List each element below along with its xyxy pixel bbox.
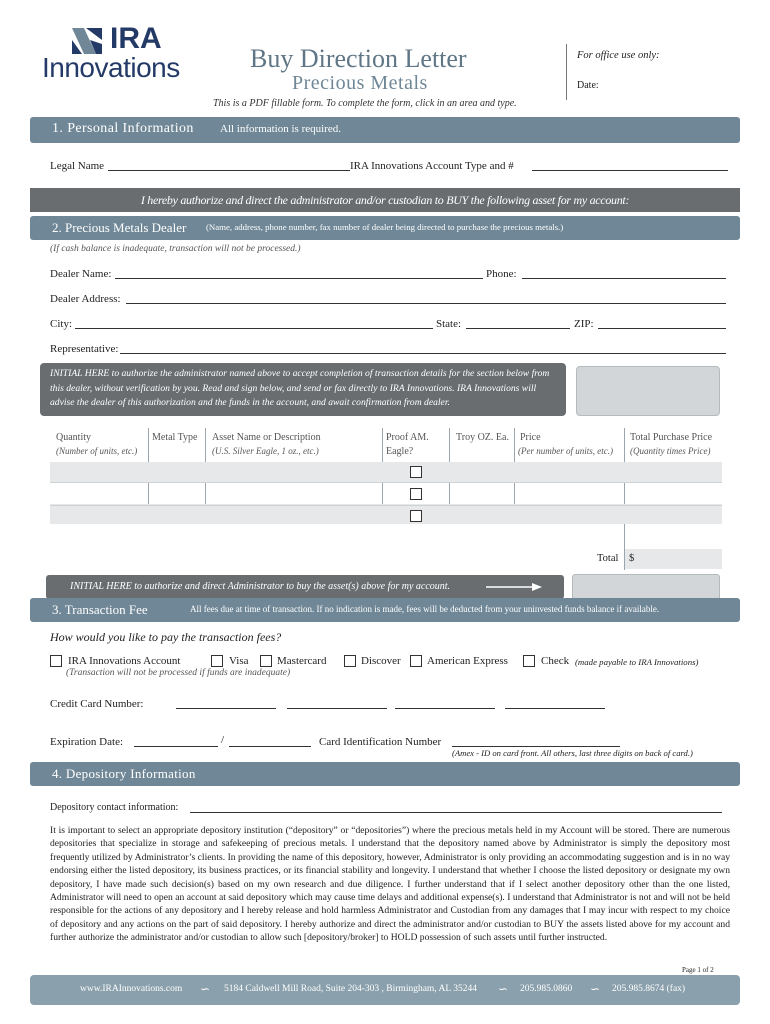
initial-assets-text: INITIAL HERE to authorize and direct Administrator to buy the asset(s) above for my account. [70,581,451,592]
section-3-note: All fees due at time of transaction. If no indication is made, fees will be deducted from your uninvested funds balance if available. [190,604,660,614]
section-2-note: (Name, address, phone number, fax number of dealer being directed to purchase the precious metals.) [206,222,564,232]
page-number: Page 1 of 2 [682,966,714,974]
dealer-name-label: Dealer Name: [50,268,112,280]
initial-assets-bar [46,575,564,599]
logo-text-innovations: Innovations [42,52,180,83]
col-total-header: Total Purchase Price [630,432,713,443]
section-2-title: 2. Precious Metals Dealer [52,220,187,235]
office-use-box [566,44,741,100]
total-input[interactable] [625,549,722,569]
depository-paragraph: It is important to select an appropriate depository institution (“depository” or “depositories”) where the precious metals held in my Account will be stored. There are numerous depositories that specialize in storage and safekeeping of precious metals. I understand that the depository named above by Administrator is simply the depository most frequently utilized by Administrator’s clients. In providing the name of this depository, however, Administrator is only providing an accommodating suggestion and is in no way endorsing either the listed depository, its business practices, or its financial stability and longevity. I understand that whether I choose the listed depository or designate my own depository, I have made such decision(s) based on my own research and due diligence. I further understand that if I select another depository other than the one listed, Administrator will need to open an account at said depository which may cause time delays and additional expense(s). I understand that Administrator is not and will not be held responsible for the actions of any depository and I hereby release and hold harmless Administrator and Custodian from any damages that I may incur with respect to my choice of depository and any actions on the part of said depository. I hereby authorize and direct the administrator and/or custodian to BUY the assets listed above for my account and further authorize the administrator and/or custodian to allow such [depository/broker] to HOLD possession of such assets until further instructed. [50,825,730,944]
section-4-bar [30,762,740,786]
footer-bar [30,975,740,1005]
state-label: State: [436,318,462,330]
amex-checkbox[interactable] [410,655,422,667]
page-title: Buy Direction Letter [250,44,467,73]
zip-label: ZIP: [574,318,594,330]
discover-label: Discover [361,655,401,667]
section-3-bar [30,598,740,622]
initial-dealer-text: INITIAL HERE to authorize the administrator named above to accept completion of transaction details for the section below from this dealer, without verification by you. Read and sign below, and send or fax directly to IRA Innovations. IRA Innovations will advise the dealer of this authorization and the funds in the account, and await confirmation from dealer. [50,368,550,408]
footer-address: 5184 Caldwell Mill Road, Suite 204-303 , Birmingham, AL 35244 [224,984,477,994]
state-input[interactable] [466,316,570,329]
logo-text-ira: IRA [110,22,162,55]
dealer-name-input[interactable] [115,266,483,279]
card-number-input-3[interactable] [395,696,495,709]
legal-name-label: Legal Name [50,160,105,172]
card-number-input-1[interactable] [176,696,276,709]
office-use-label: For office use only: [577,50,660,61]
form-instructions: This is a PDF fillable form. To complete the form, click in an area and type. [213,98,517,109]
footer-fax: 205.985.8674 (fax) [612,984,686,994]
currency-symbol: $ [629,553,635,564]
col-quantity-sub: (Number of units, etc.) [56,446,138,456]
footer-website[interactable]: www.IRAInnovations.com [80,984,183,994]
cash-note: (If cash balance is inadequate, transaction will not be processed.) [50,244,301,254]
city-input[interactable] [75,316,433,329]
initial-dealer-box[interactable] [576,366,720,416]
section-1-bar [30,117,740,143]
col-asset-header: Asset Name or Description [212,432,321,443]
logo [42,22,212,86]
footer-separator-icon: ∽ [200,982,211,996]
check-note: (made payable to IRA Innovations) [575,657,699,667]
col-metal-header: Metal Type [152,432,198,443]
zip-input[interactable] [598,316,726,329]
col-proof-header: Proof AM. [386,432,429,443]
discover-checkbox[interactable] [344,655,356,667]
section-1-title: 1. Personal Information [52,121,194,136]
depository-contact-input[interactable] [190,800,722,813]
check-label: Check [541,655,570,667]
authorize-bar [30,188,740,212]
dealer-address-input[interactable] [126,291,726,304]
mastercard-checkbox[interactable] [260,655,272,667]
visa-label: Visa [229,655,249,667]
check-checkbox[interactable] [523,655,535,667]
footer-separator-icon: ∽ [590,982,601,996]
section-1-note: All information is required. [220,123,341,135]
col-troy-header: Troy OZ. Ea. [456,432,509,443]
ira-account-label: IRA Innovations Account [68,655,181,667]
amex-label: American Express [427,655,508,667]
card-number-input-2[interactable] [287,696,387,709]
section-2-bar [30,216,740,240]
card-number-label: Credit Card Number: [50,698,144,710]
representative-input[interactable] [120,341,726,354]
card-id-label: Card Identification Number [319,736,442,748]
expiration-slash: / [221,734,225,746]
arrow-right-icon [486,582,542,592]
proof-checkbox[interactable] [410,488,422,500]
page-subtitle: Precious Metals [292,72,428,94]
city-label: City: [50,318,73,330]
col-proof-sub: Eagle? [386,446,414,457]
section-3-title: 3. Transaction Fee [52,602,148,617]
phone-label: Phone: [486,268,517,280]
col-price-header: Price [520,432,541,443]
ira-account-checkbox[interactable] [50,655,62,667]
table-row[interactable] [50,462,722,482]
authorize-text: I hereby authorize and direct the administrator and/or custodian to BUY the following asset for my account: [140,193,630,207]
account-type-input[interactable] [532,158,728,171]
expiration-month-input[interactable] [134,734,218,747]
footer-separator-icon: ∽ [498,982,509,996]
depository-contact-label: Depository contact information: [50,802,179,813]
table-row[interactable] [50,504,722,524]
col-asset-sub: (U.S. Silver Eagle, 1 oz., etc.) [212,446,319,456]
total-label: Total [597,553,619,564]
card-id-input[interactable] [452,734,620,747]
col-quantity-header: Quantity [56,432,91,443]
account-type-label: IRA Innovations Account Type and # [350,160,514,172]
card-id-note: (Amex - ID on card front. All others, last three digits on back of card.) [452,748,693,758]
representative-label: Representative: [50,343,119,355]
expiration-year-input[interactable] [229,734,311,747]
col-total-sub: (Quantity times Price) [630,446,711,456]
visa-checkbox[interactable] [211,655,223,667]
office-date-label: Date: [577,80,599,91]
initial-dealer-bar [40,363,566,416]
phone-input[interactable] [522,266,726,279]
fee-question: How would you like to pay the transaction fees? [50,630,282,644]
footer-phone: 205.985.0860 [520,984,573,994]
card-number-input-4[interactable] [505,696,605,709]
legal-name-input[interactable] [108,158,350,171]
proof-checkbox[interactable] [410,466,422,478]
table-row[interactable] [50,482,722,506]
section-4-title: 4. Depository Information [52,766,196,781]
mastercard-label: Mastercard [277,655,327,667]
inadequate-note: (Transaction will not be processed if funds are inadequate) [66,668,291,678]
expiration-label: Expiration Date: [50,736,124,748]
dealer-address-label: Dealer Address: [50,293,121,305]
col-price-sub: (Per number of units, etc.) [518,446,613,456]
proof-checkbox[interactable] [410,510,422,522]
